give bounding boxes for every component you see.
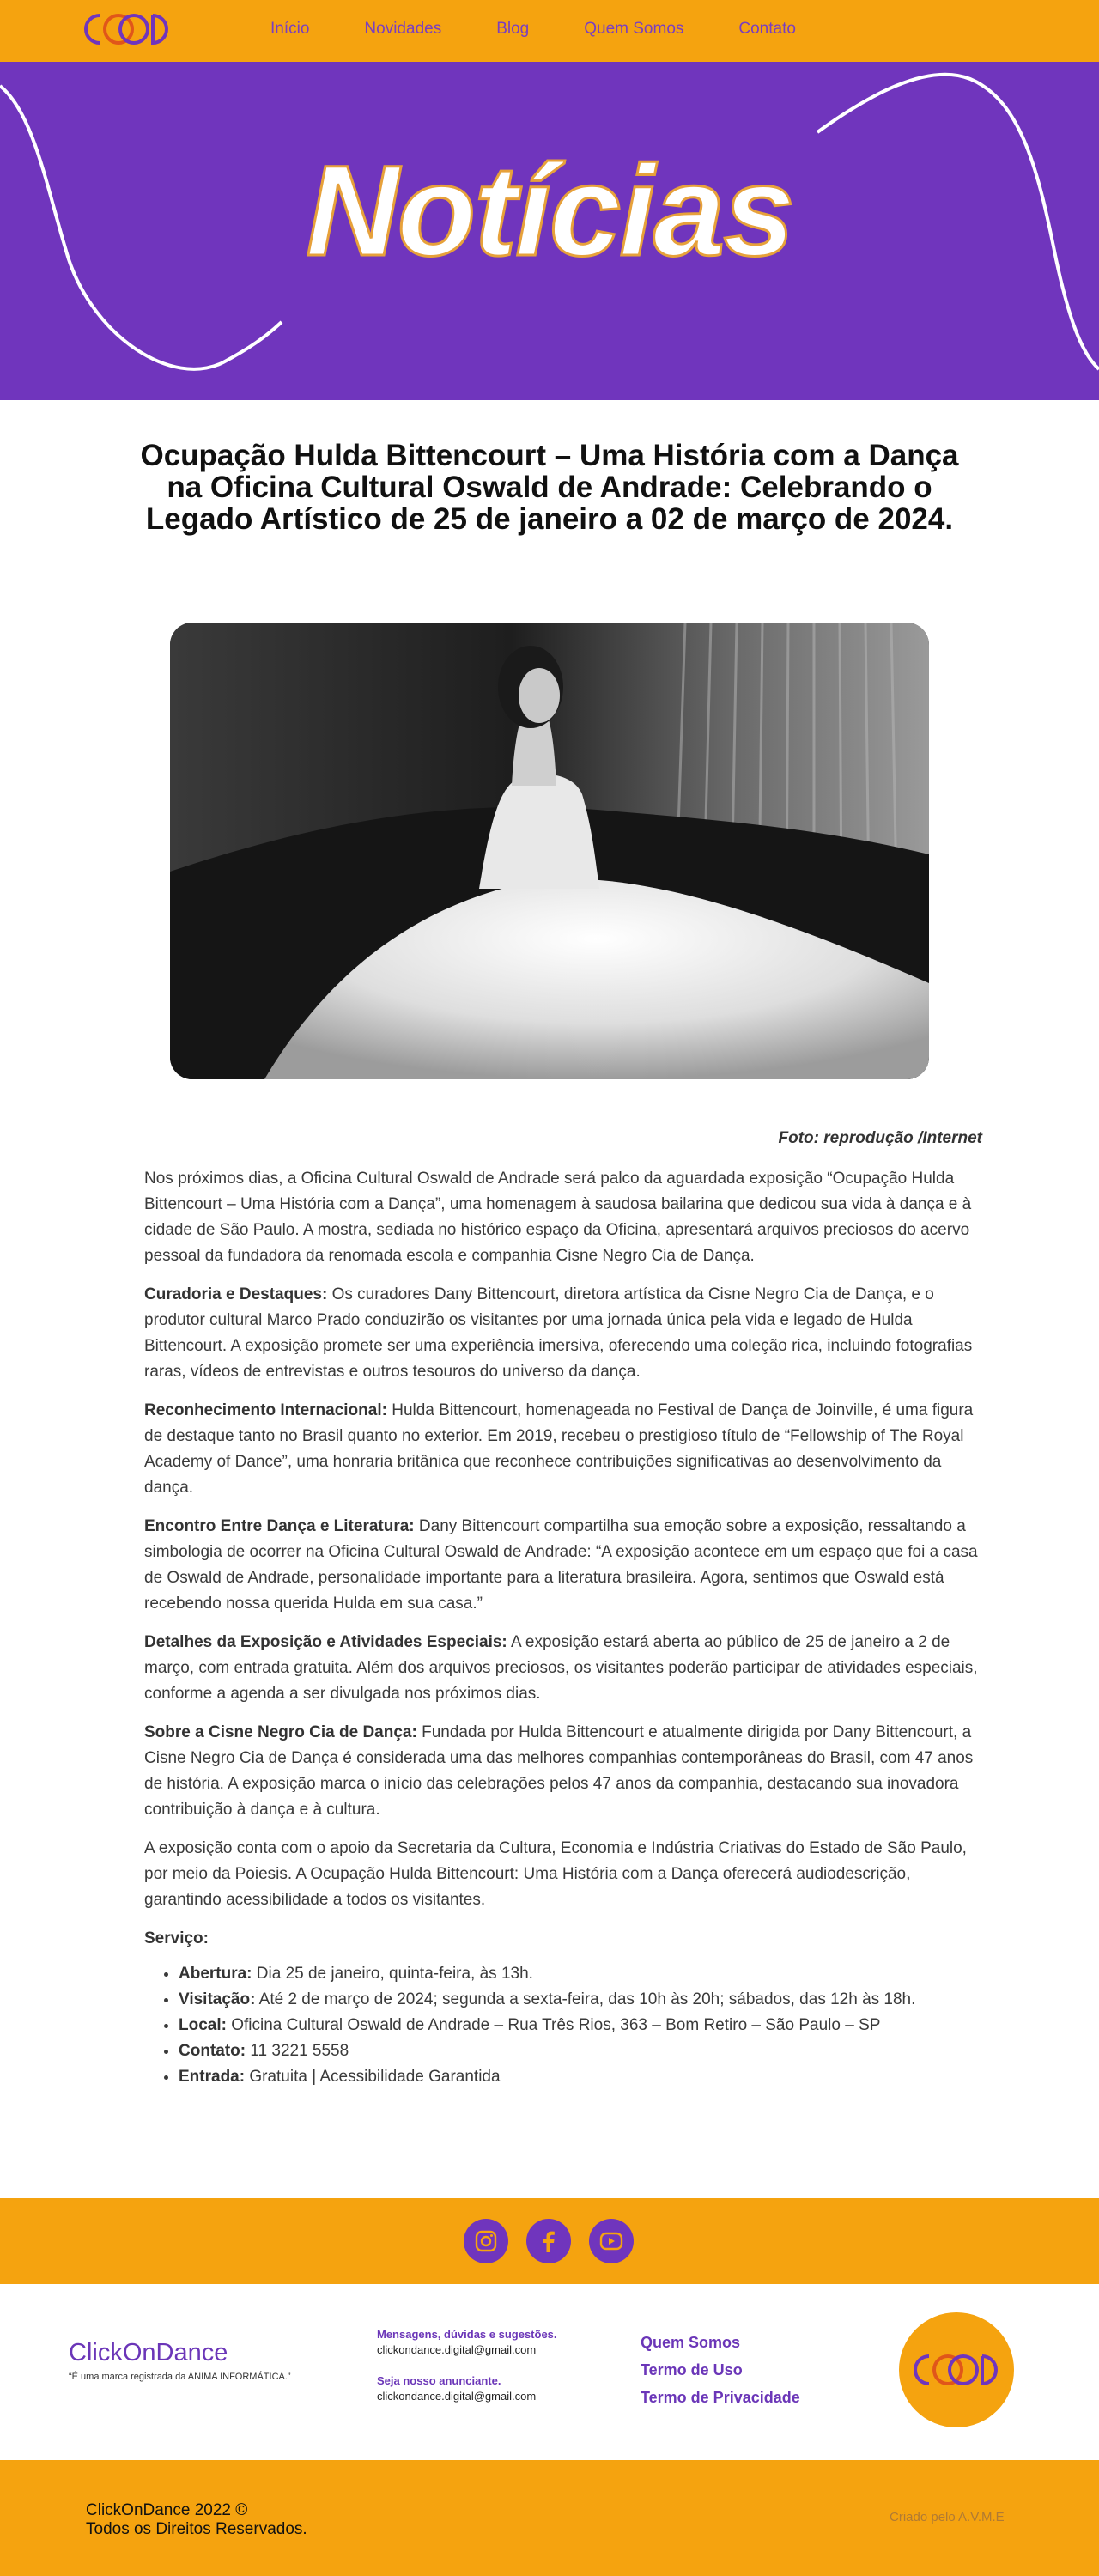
hero-banner xyxy=(0,62,1099,400)
creator-credit: Criado pelo A.V.M.E xyxy=(890,2510,1005,2524)
contact-email[interactable]: clickondance.digital@gmail.com xyxy=(377,2343,537,2356)
service-value: Oficina Cultural Oswald de Andrade – Rua Três Rios, 363 – Bom Retiro – São Paulo – SP xyxy=(226,2016,881,2034)
section-heading: Detalhes da Exposição e Atividades Especiais: xyxy=(144,1633,507,1651)
section-text: Os curadores Dany Bittencourt, diretora artística da Cisne Negro Cia de Dança, e o produtor cultural Marco Prado conduzirão os visitantes por uma jornada única pela vida e legado de Hulda Bittencourt. A exposição promete ser uma experiência imersiva, oferecendo uma coleção rica, incluindo fotografias raras, vídeos de entrevistas e outros tesouros do universo da dança. xyxy=(144,1285,973,1381)
section-heading: Reconhecimento Internacional: xyxy=(144,1401,387,1419)
copyright-line-2: Todos os Direitos Reservados. xyxy=(86,2520,307,2538)
cod-logo-icon[interactable] xyxy=(81,9,173,50)
service-label: Entrada: xyxy=(179,2068,246,2086)
service-item xyxy=(179,1961,982,1987)
footer-brand-name: ClickOnDance xyxy=(69,2339,228,2366)
article-section xyxy=(144,1398,982,1501)
service-item xyxy=(179,2038,982,2064)
social-icons xyxy=(464,2219,652,2263)
section-text: Hulda Bittencourt, homenageada no Festival de Dança de Joinville, é uma figura de destaque tanto no Brasil quanto no exterior. Em 2019, recebeu o prestigioso título de “Fellowship of The Royal Academy of Dance”, uma honraria britânica que reconhece contribuições significativas ao desenvolvimento da dança. xyxy=(144,1401,974,1497)
article-support: A exposição conta com o apoio da Secretaria da Cultura, Economia e Indústria Criativas do Estado de São Paulo, por meio da Poiesis. A Ocupação Hulda Bittencourt: Uma História com a Dança oferecerá audiodescrição, garantindo acessibilidade a todos os visitantes. xyxy=(144,1839,967,1909)
article-section xyxy=(144,1720,982,1823)
section-heading: Encontro Entre Dança e Literatura: xyxy=(144,1517,415,1535)
footer-tagline: “É uma marca registrada da ANIMA INFORMÁTICA.” xyxy=(69,2372,291,2382)
footer-link-termo-de-uso[interactable]: Termo de Uso xyxy=(641,2361,743,2379)
section-text: A exposição estará aberta ao público de 25 de janeiro a 2 de março, com entrada gratuita. Além dos arquivos preciosos, os visitantes poderão participar de atividades especiais, conforme a agenda a ser divulgada nos próximos dias. xyxy=(144,1633,978,1703)
service-value: 11 3221 5558 xyxy=(246,2042,349,2060)
section-heading: Curadoria e Destaques: xyxy=(144,1285,328,1303)
service-heading-text: Serviço: xyxy=(144,1929,209,1947)
nav-link-contato[interactable]: Contato xyxy=(738,20,796,38)
social-bar xyxy=(0,2198,1099,2284)
nav-links xyxy=(270,0,851,58)
section-heading: Sobre a Cisne Negro Cia de Dança: xyxy=(144,1723,417,1741)
nav-link-quem-somos[interactable]: Quem Somos xyxy=(584,20,684,38)
dancer-photo xyxy=(170,623,929,1079)
hero-title: Notícias xyxy=(306,138,793,283)
service-item xyxy=(179,2064,982,2090)
nav-link-blog[interactable]: Blog xyxy=(496,20,530,38)
footer-link-quem-somos[interactable]: Quem Somos xyxy=(641,2334,741,2351)
article-section xyxy=(144,1282,982,1385)
service-label: Abertura: xyxy=(179,1965,252,1983)
article-body xyxy=(144,1166,982,2090)
article-section xyxy=(144,1630,982,1707)
cod-logo-icon xyxy=(910,2349,1003,2391)
section-text: Fundada por Hulda Bittencourt e atualmente dirigida por Dany Bittencourt, a Cisne Negro Cia de Dança é considerada uma das melhores companhias contemporâneas do Brasil, com 47 anos de história. A exposição marca o início das celebrações pelos 47 anos da companhia, destacando sua inovadora contribuição à dança e à cultura. xyxy=(144,1723,974,1819)
service-value: Gratuita | Acessibilidade Garantida xyxy=(245,2068,501,2086)
copyright-line-1: ClickOnDance 2022 © xyxy=(86,2501,248,2519)
service-label: Local: xyxy=(179,2016,227,2034)
advertiser-heading: Seja nosso anunciante. xyxy=(377,2374,501,2387)
nav-link-novidades[interactable]: Novidades xyxy=(364,20,442,38)
instagram-icon[interactable] xyxy=(464,2219,508,2263)
bottom-bar xyxy=(0,2460,1099,2576)
service-label: Visitação: xyxy=(179,1990,256,2008)
contact-heading: Mensagens, dúvidas e sugestões. xyxy=(377,2328,557,2341)
service-item xyxy=(179,1987,982,2013)
article-intro: Nos próximos dias, a Oficina Cultural Oswald de Andrade será palco da aguardada exposição “Ocupação Hulda Bittencourt – Uma História com a Dança”, uma homenagem à saudosa bailarina que dedicou sua vida à dança e à cidade de São Paulo. A mostra, sediada no histórico espaço da Oficina, apresentará arquivos preciosos do acervo pessoal da fundadora da renomada escola e companhia Cisne Negro Cia de Dança. xyxy=(144,1170,972,1265)
footer-link-termo-de-privacidade[interactable]: Termo de Privacidade xyxy=(641,2389,800,2406)
service-value: Dia 25 de janeiro, quinta-feira, às 13h. xyxy=(252,1965,533,1983)
section-text: Dany Bittencourt compartilha sua emoção sobre a exposição, ressaltando a simbologia de ocorrer na Oficina Cultural Oswald de Andrade: “A exposição acontece em um espaço que foi a casa de Oswald de Andrade, personalidade importante para a literatura brasileira. Agora, sentimos que Oswald está recebendo nossa querida Hulda em sua casa.” xyxy=(144,1517,978,1613)
copyright xyxy=(86,2501,307,2539)
article-section xyxy=(144,1514,982,1617)
photo-credit: Foto: reprodução /Internet xyxy=(778,1129,982,1147)
youtube-icon[interactable] xyxy=(589,2219,634,2263)
footer-links xyxy=(641,2329,800,2411)
footer xyxy=(0,2284,1099,2460)
facebook-icon[interactable] xyxy=(526,2219,571,2263)
footer-logo xyxy=(899,2312,1014,2427)
service-heading xyxy=(144,1926,982,1952)
advertiser-email[interactable]: clickondance.digital@gmail.com xyxy=(377,2390,537,2403)
service-label: Contato: xyxy=(179,2042,246,2060)
service-item xyxy=(179,2013,982,2038)
top-navbar xyxy=(0,0,1099,62)
nav-link-inicio[interactable]: Início xyxy=(270,20,310,38)
service-list xyxy=(179,1961,982,2090)
article-title: Ocupação Hulda Bittencourt – Uma História com a Dança na Oficina Cultural Oswald de Andrade: Celebrando o Legado Artístico de 25 de janeiro a 02 de março de 2024. xyxy=(140,439,959,537)
service-value: Até 2 de março de 2024; segunda a sexta-feira, das 10h às 20h; sábados, das 12h às 18h. xyxy=(255,1990,916,2008)
footer-contact xyxy=(377,2327,557,2404)
